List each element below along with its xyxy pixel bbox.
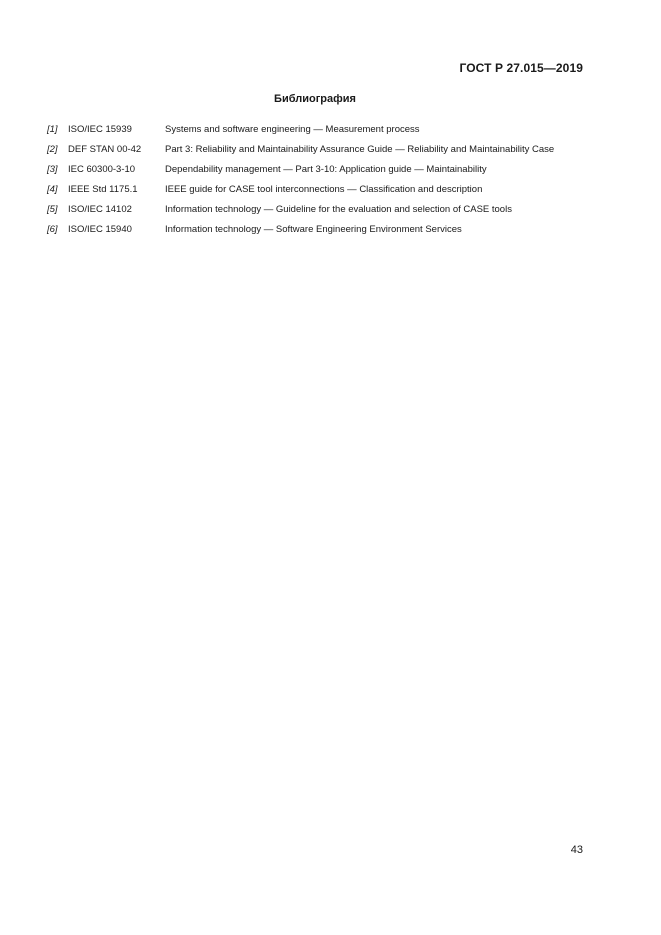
standard-id-header: ГОСТ Р 27.015—2019 xyxy=(459,61,583,75)
entry-title: Systems and software engineering — Measurement process xyxy=(165,124,420,135)
page-number: 43 xyxy=(570,844,583,856)
entry-standard-code: IEC 60300-3-10 xyxy=(68,164,136,175)
entry-title: Part 3: Reliability and Maintainability Assurance Guide — Reliability and Maintainability Case xyxy=(165,144,555,155)
entry-standard-code: ISO/IEC 15940 xyxy=(68,224,132,235)
entry-title: Information technology — Software Engineering Environment Services xyxy=(165,224,462,235)
entry-standard-code: DEF STAN 00-42 xyxy=(68,144,142,155)
entry-number: [5] xyxy=(47,204,58,215)
entry-number: [4] xyxy=(47,184,58,195)
entry-title: IEEE guide for CASE tool interconnections — Classification and description xyxy=(165,184,483,195)
entry-number: [2] xyxy=(47,144,58,155)
entry-title: Dependability management — Part 3-10: Application guide — Maintainability xyxy=(165,164,487,175)
bibliography-list xyxy=(47,123,607,243)
entry-title: Information technology — Guideline for the evaluation and selection of CASE tools xyxy=(165,204,512,215)
bibliography-entry xyxy=(47,163,607,183)
entry-number: [6] xyxy=(47,224,58,235)
entry-standard-code: IEEE Std 1175.1 xyxy=(68,184,138,195)
entry-standard-code: ISO/IEC 15939 xyxy=(68,124,132,135)
entry-number: [3] xyxy=(47,164,58,175)
bibliography-entry xyxy=(47,183,607,203)
bibliography-entry xyxy=(47,223,607,243)
bibliography-entry xyxy=(47,143,607,163)
bibliography-title: Библиография xyxy=(274,93,356,105)
entry-number: [1] xyxy=(47,124,58,135)
entry-standard-code: ISO/IEC 14102 xyxy=(68,204,132,215)
bibliography-entry xyxy=(47,123,607,143)
bibliography-entry xyxy=(47,203,607,223)
